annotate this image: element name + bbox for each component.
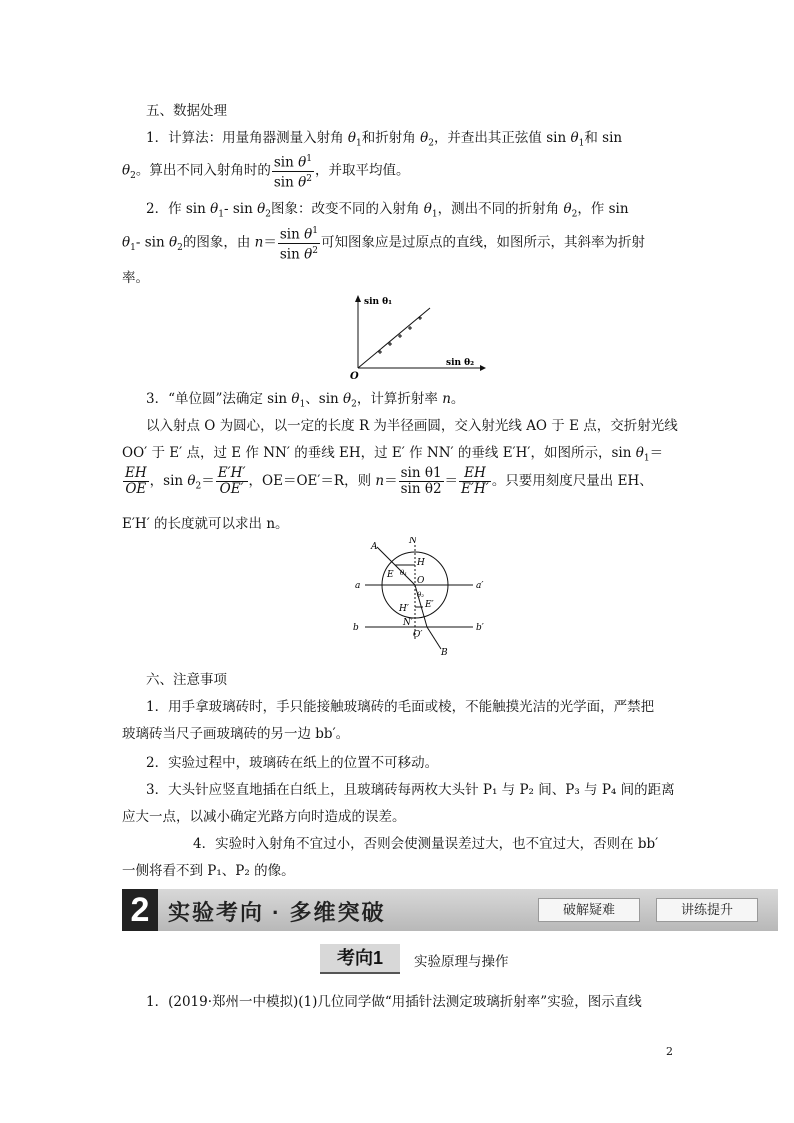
svg-text:O: O <box>350 371 359 380</box>
question-1: 1．(2019·郑州一中模拟)(1)几位同学做“用插针法测定玻璃折射率”实验，图示直线 <box>146 994 642 1010</box>
svg-text:O: O <box>417 576 425 586</box>
fraction-n: $\frac{\sin \theta^1}{\sin \theta^2}$ <box>279 226 318 262</box>
paragraph-unit-circle-2: 以入射点 O 为圆心，以一定的长度 R 为半径画圆，交入射光线 AO 于 E 点，交折射光线 <box>146 418 678 434</box>
svg-text:a: a <box>355 581 361 591</box>
page-number: 2 <box>666 1045 673 1058</box>
svg-text:A: A <box>371 542 378 552</box>
direction-label: 考向1 <box>320 944 400 974</box>
svg-text:b: b <box>353 623 359 633</box>
note-2: 2．实验过程中，玻璃砖在纸上的位置不可移动。 <box>146 755 439 771</box>
figure-sin-graph <box>340 290 490 380</box>
svg-text:b′: b′ <box>476 623 484 633</box>
svg-text:H: H <box>417 558 425 568</box>
svg-text:N′: N′ <box>403 618 413 628</box>
svg-text:E: E <box>387 570 394 580</box>
svg-text:B: B <box>441 648 448 657</box>
note-3-cont: 应大一点，以减小确定光路方向时造成的误差。 <box>122 809 406 825</box>
svg-text:θ₂: θ₂ <box>417 591 425 599</box>
section-title-data-processing: 五、数据处理 <box>146 103 227 119</box>
svg-text:sin θ₂: sin θ₂ <box>446 358 475 368</box>
fraction-sin-ratio: $\frac{\sin \theta^1}{\sin \theta^2}$ <box>273 154 312 190</box>
crack-difficulty-button[interactable]: 破解疑难 <box>538 898 640 922</box>
paragraph-calc-method: 1．计算法：用量角器测量入射角 $\theta_1$和折射角 $\theta_2$，并查出其正弦值 $\sin \theta_1$和 sin <box>146 130 623 149</box>
paragraph-unit-circle-4: $\frac{EH}{OE}$ ，$\sin \theta_2=$ $\frac{E'H'}{OE'}$ ，OE＝OE′＝R，则 n＝ $\frac{\text{sin θ1}}{\text{sin θ2}}$ ＝ $\frac{EH}{E'H'}$ 。只要用刻度尺量出 EH、 <box>125 465 653 497</box>
paragraph-graph-method-2: $\theta_1-$ $\sin \theta_2$的图象，由 n＝ $\frac{\sin \theta^1}{\sin \theta^2}$ 可知图象应是过原点的直线，如图所示，其斜率为折射 <box>122 226 645 262</box>
practice-improve-button[interactable]: 讲练提升 <box>656 898 758 922</box>
svg-text:a′: a′ <box>476 581 484 591</box>
data-points <box>378 316 422 354</box>
svg-text:O′: O′ <box>413 630 423 640</box>
note-4: 4．实验时入射角不宜过小，否则会使测量误差过大，也不宜过大，否则在 bb′ <box>193 836 659 852</box>
banner-title: 实验考向 · 多维突破 <box>168 900 386 925</box>
svg-text:H′: H′ <box>399 604 409 614</box>
section-title-notes: 六、注意事项 <box>146 672 227 688</box>
paragraph-unit-circle-3: OO′ 于 E′ 点，过 E 作 NN′ 的垂线 EH，过 E′ 作 NN′ 的垂线 E′H′，如图所示，$\sin \theta_1=$ <box>122 445 664 464</box>
note-1-cont: 玻璃砖当尺子画玻璃砖的另一边 bb′。 <box>122 726 350 742</box>
note-3: 3．大头针应竖直地插在白纸上，且玻璃砖每两枚大头针 P₁ 与 P₂ 间、P₃ 与 P₄ 间的距离 <box>146 782 675 798</box>
paragraph-unit-circle-5: E′H′ 的长度就可以求出 n。 <box>122 516 289 532</box>
direction-title: 实验原理与操作 <box>414 954 509 969</box>
note-4-cont: 一侧将看不到 P₁、P₂ 的像。 <box>122 863 295 879</box>
paragraph-graph-method: 2．作 $\sin \theta_1-$ $\sin \theta_2$图象：改变不同的入射角 $\theta_1$，测出不同的折射角 $\theta_2$，作 sin <box>146 201 629 220</box>
svg-text:N: N <box>409 537 417 546</box>
paragraph-calc-method-2: $\theta_2$。算出不同入射角时的 $\frac{\sin \theta^1}{\sin \theta^2}$ ，并取平均值。 <box>122 154 410 190</box>
svg-text:E′: E′ <box>425 600 434 610</box>
svg-text:sin θ₁: sin θ₁ <box>364 297 393 307</box>
svg-text:θ₁: θ₁ <box>400 569 408 577</box>
paragraph-graph-method-3: 率。 <box>122 270 149 286</box>
section-number-badge: 2 <box>122 889 158 931</box>
paragraph-unit-circle: 3．“单位圆”法确定 $\sin \theta_1$、$\sin \theta_2$，计算折射率 n。 <box>146 391 465 410</box>
section-banner <box>122 889 778 931</box>
note-1: 1．用手拿玻璃砖时，手只能接触玻璃砖的毛面或棱，不能触摸光洁的光学面，严禁把 <box>146 699 655 715</box>
fit-line <box>358 308 430 368</box>
figure-unit-circle <box>345 537 505 657</box>
